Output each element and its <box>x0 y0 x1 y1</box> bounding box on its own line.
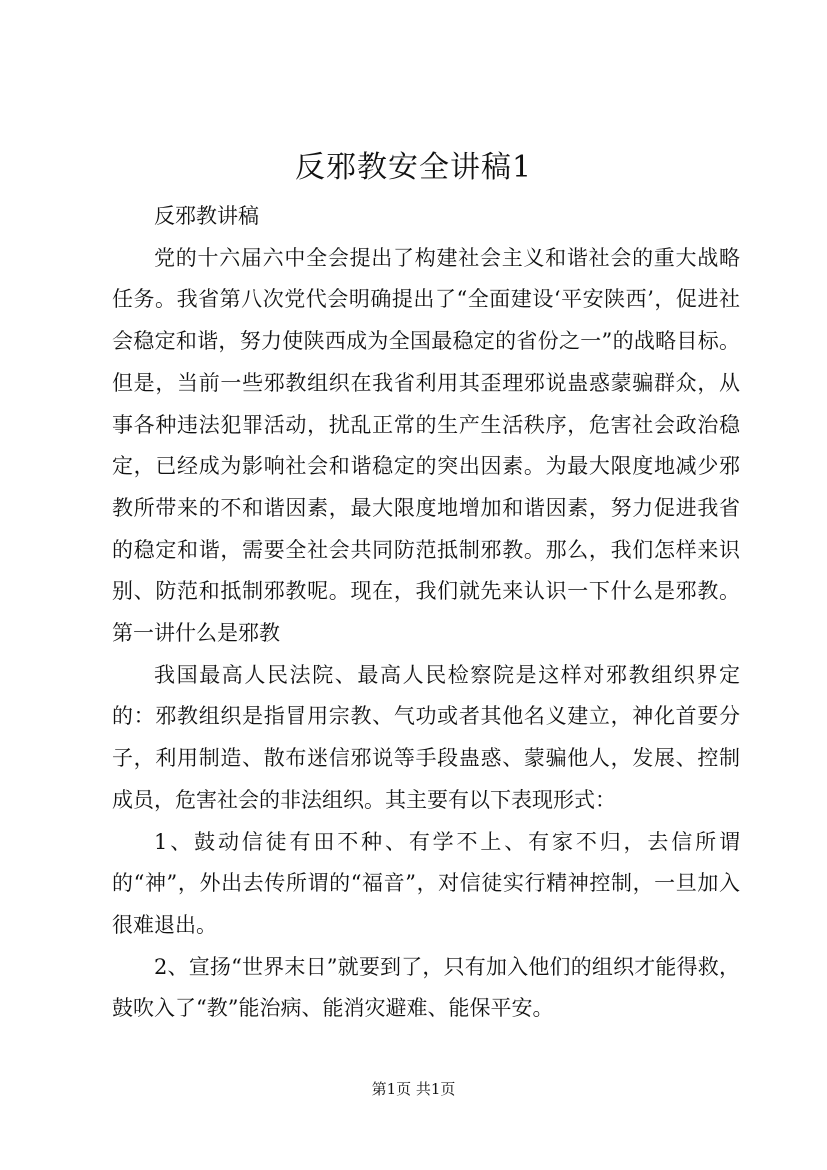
document-title: 反邪教安全讲稿1 <box>294 150 533 185</box>
body-paragraph: 党的十六届六中全会提出了构建社会主义和谐社会的重大战略任务。我省第八次党代会明确提出了“全面建设‘平安陕西’，促进社会稳定和谐，努力使陕西成为全国最稳定的省份之一”的战略目标。但是，当前一些邪教组织在我省利用其歪理邪说蛊惑蒙骗群众，从事各种违法犯罪活动，扰乱正常的生产生活秩序，危害社会政治稳定，已经成为影响社会和谐稳定的突出因素。为最大限度地减少邪教所带来的不和谐因素，最大限度地增加和谐因素，努力促进我省的稳定和谐，需要全社会共同防范抵制邪教。那么，我们怎样来识别、防范和抵制邪教呢。现在，我们就先来认识一下什么是邪教。第一讲什么是邪教 <box>112 245 740 646</box>
page-footer: 第1页 共1页 <box>371 1080 456 1098</box>
body-paragraph: 1、鼓动信徒有田不种、有学不上、有家不归，去信所谓的“神”，外出去传所谓的“福音”，对信徒实行精神控制，一旦加入很难退出。 <box>112 829 740 937</box>
document-body <box>112 196 740 1030</box>
body-paragraph: 我国最高人民法院、最高人民检察院是这样对邪教组织界定的：邪教组织是指冒用宗教、气功或者其他名义建立，神化首要分子，利用制造、散布迷信邪说等手段蛊惑、蒙骗他人，发展、控制成员，危害社会的非法组织。其主要有以下表现形式： <box>112 662 740 812</box>
body-paragraph: 2、宣扬“世界末日”就要到了，只有加入他们的组织才能得救，鼓吹入了“教”能治病、能消灾避难、能保平安。 <box>112 954 740 1021</box>
subtitle-paragraph: 反邪教讲稿 <box>154 204 259 228</box>
